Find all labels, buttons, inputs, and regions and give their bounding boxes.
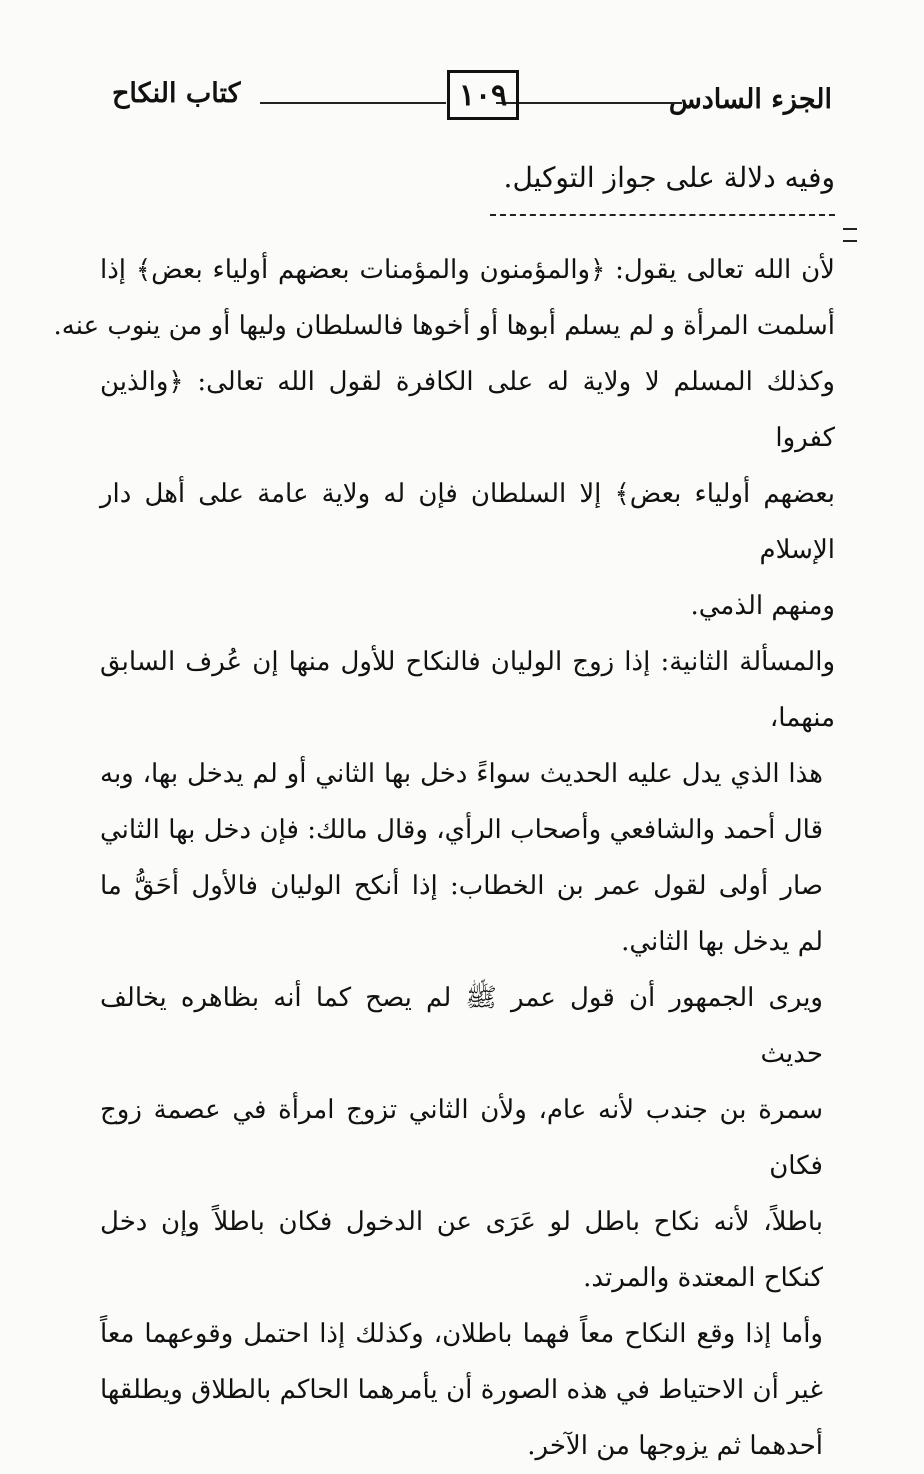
text-line: لأن الله تعالى يقول: ﴿والمؤمنون والمؤمنات بعضهم أولياء بعض﴾ إذا — [100, 255, 835, 285]
page-number: ١٠٩ — [447, 70, 519, 120]
text-line: أسلمت المرأة و لم يسلم أبوها أو أخوها فالسلطان وليها أو من ينوب عنه. — [53, 311, 835, 341]
dashed-rule — [490, 214, 835, 216]
text-line: باطلاً، لأنه نكاح باطل لو عَرَى عن الدخول فكان باطلاً وإن دخل — [100, 1207, 823, 1237]
paragraph — [53, 242, 835, 354]
page-body — [53, 150, 835, 1474]
header-rule-right — [496, 102, 682, 104]
intro-line: وفيه دلالة على جواز التوكيل. — [503, 161, 835, 194]
paragraph — [100, 354, 835, 634]
page-header — [112, 70, 832, 130]
text-line: أحدهما ثم يزوجها من الآخر. — [527, 1431, 823, 1461]
header-rule-left — [260, 102, 446, 104]
text-line: ومنهم الذمي. — [690, 591, 835, 621]
text-line: لم يدخل بها الثاني. — [621, 927, 823, 957]
paragraph — [100, 634, 835, 970]
text-line: سمرة بن جندب لأنه عام، ولأن الثاني تزوج امرأة في عصمة زوج فكان — [100, 1095, 823, 1181]
text-line: كنكاح المعتدة والمرتد. — [583, 1263, 823, 1293]
paragraph — [100, 1306, 835, 1474]
volume-title: الجزء السادس — [668, 84, 832, 115]
text-line: بعضهم أولياء بعض﴾ إلا السلطان فإن له ولاية عامة على أهل دار الإسلام — [100, 479, 835, 565]
paragraph — [100, 970, 835, 1306]
text-line: وأما إذا وقع النكاح معاً فهما باطلان، وكذلك إذا احتمل وقوعهما معاً — [100, 1319, 823, 1349]
text-line: غير أن الاحتياط في هذه الصورة أن يأمرهما الحاكم بالطلاق ويطلقها — [100, 1375, 823, 1405]
double-bar-mark — [843, 228, 857, 242]
text-line: صار أولى لقول عمر بن الخطاب: إذا أنكح الوليان فالأول أحَقُّ ما — [100, 871, 823, 901]
text-line: ويرى الجمهور أن قول عمر ﷺ لم يصح كما أنه بظاهره يخالف حديث — [100, 983, 823, 1069]
text-line: قال أحمد والشافعي وأصحاب الرأي، وقال مالك: فإن دخل بها الثاني — [100, 815, 823, 845]
text-line: وكذلك المسلم لا ولاية له على الكافرة لقول الله تعالى: ﴿والذين كفروا — [100, 367, 835, 453]
book-title: كتاب النكاح — [112, 78, 241, 109]
text-line: هذا الذي يدل عليه الحديث سواءً دخل بها الثاني أو لم يدخل بها، وبه — [100, 759, 823, 789]
text-line: والمسألة الثانية: إذا زوج الوليان فالنكاح للأول منها إن عُرف السابق منهما، — [100, 647, 835, 733]
footnote-separator — [100, 206, 835, 242]
